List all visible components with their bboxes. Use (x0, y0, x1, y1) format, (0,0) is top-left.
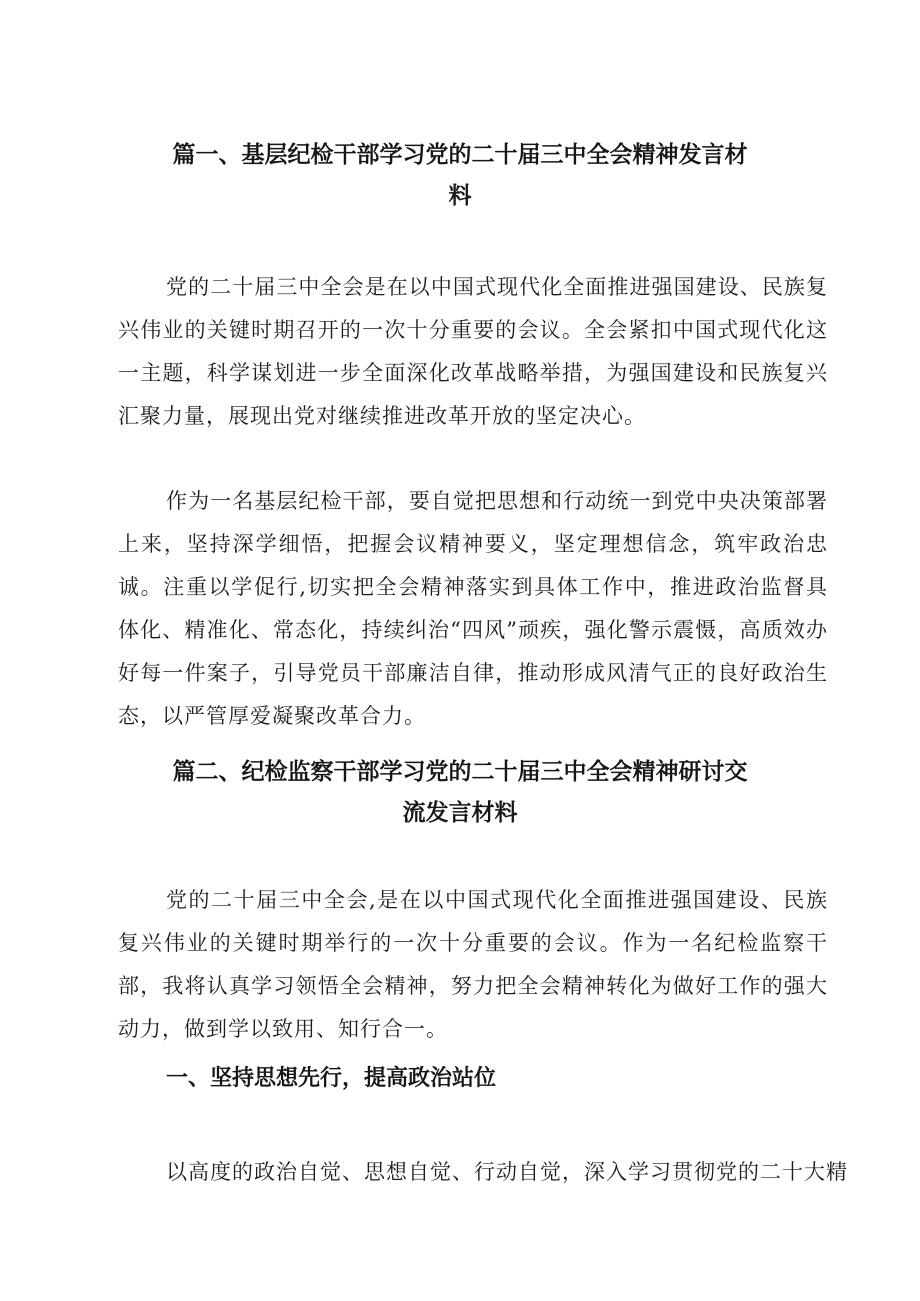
article-2-section-1-paragraph: 以高度的政治自觉、思想自觉、行动自觉，深入学习贯彻党的二十大精 (166, 1160, 848, 1184)
article-2-title-line-1: 篇二、纪检监察干部学习党的二十届三中全会精神研讨交 (172, 759, 748, 785)
article-1-paragraph-2: 作为一名基层纪检干部，要自觉把思想和行动统一到党中央决策部署上来，坚持深学细悟，把握会议精神要义，坚定理想信念，筑牢政治忠诚。注重以学促行,切实把全会精神落实到具体工作中，推进政治监督具体化、精准化、常态化，持续纠治“四风”顽疾，强化警示震慑，高质效办好每一件案子，引导党员干部廉洁自律，推动形成风清气正的良好政治生态，以严管厚爱凝聚改革合力。 (118, 489, 828, 728)
article-2-section-1-heading: 一、坚持思想先行，提高政治站位 (166, 1066, 497, 1091)
article-1-title (0, 135, 920, 217)
article-2-title (0, 752, 920, 834)
article-2-paragraph-1: 党的二十届三中全会,是在以中国式现代化全面推进强国建设、民族复兴伟业的关键时期举行的一次十分重要的会议。作为一名纪检监察干部，我将认真学习领悟全会精神，努力把全会精神转化为做好工作的强大动力，做到学以致用、知行合一。 (118, 888, 828, 1041)
article-1-title-line-2: 料 (448, 183, 472, 209)
article-1-title-line-1: 篇一、基层纪检干部学习党的二十届三中全会精神发言材 (172, 142, 748, 168)
article-2-title-line-2: 流发言材料 (402, 800, 518, 826)
article-1-paragraph-1: 党的二十届三中全会是在以中国式现代化全面推进强国建设、民族复兴伟业的关键时期召开的一次十分重要的会议。全会紧扣中国式现代化这一主题，科学谋划进一步全面深化改革战略举措，为强国建设和民族复兴汇聚力量，展现出党对继续推进改革开放的坚定决心。 (118, 275, 828, 428)
